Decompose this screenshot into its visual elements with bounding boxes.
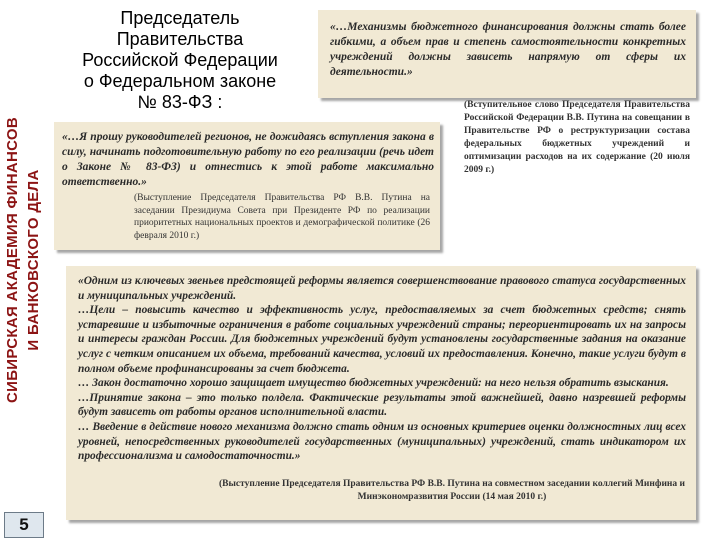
title-line5: № 83-ФЗ : bbox=[137, 92, 223, 112]
title-line4: о Федеральном законе bbox=[83, 71, 277, 91]
quote-panel-bottom bbox=[66, 266, 696, 520]
quote-bottom-paragraph-4: …Принятие закона – это только полдела. Фактические результаты этой важнейшей, давно назревшей реформы будут зависеть от работы органов исполнительной власти. bbox=[78, 391, 686, 419]
quote-bottom-source: (Выступление Председателя Правительства РФ В.В. Путина на совместном заседании коллегий Минфина и Минэкономразвития России (14 мая 2010 г.) bbox=[218, 479, 685, 502]
quote-bottom-paragraph-3: … Закон достаточно хорошо защищает имущество бюджетных учреждений: на него нельзя обратить взыскания. bbox=[78, 377, 669, 390]
quote-middle-left-text: «…Я прошу руководителей регионов, не дожидаясь вступления закона в силу, начинать подготовительную работу по его реализации (речь идет о Законе № 83-ФЗ) и отнестись к этой работе максимально ответственно.» bbox=[62, 131, 434, 188]
academy-name-line2: И БАНКОВСКОГО ДЕЛА bbox=[25, 169, 42, 351]
academy-name-line1: СИБИРСКАЯ АКАДЕМИЯ ФИНАНСОВ bbox=[4, 117, 21, 404]
quote-bottom-paragraph-1: «Одним из ключевых звеньев предстоящей реформы является совершенствование правового статуса государственных и муниципальных учреждений. bbox=[78, 275, 686, 302]
quote-top-right-text: «…Механизмы бюджетного финансирования должны стать более гибкими, а объем прав и степень самостоятельности конкретных учреждений должны зависеть напрямую от сферы их деятельности.» bbox=[330, 21, 686, 78]
sidebar-band bbox=[0, 0, 50, 540]
page-number: 5 bbox=[4, 512, 44, 538]
quote-bottom-paragraph-2: …Цели – повысить качество и эффективность услуг, предоставляемых за счет бюджетных средств; снять устаревшие и избыточные ограничения в работе социальных учреждений страны; переориентировать их на запросы и интересы граждан России. Для бюджетных учреждений будут установлены государственные задания на оказание услуг с четким описанием их объема, требований качества, условий их предоставления. Конечно, такие услуги будут в полном объеме профинансированы за счет бюджета. bbox=[78, 304, 686, 375]
quote-panel-top-right bbox=[318, 10, 696, 98]
slide-title bbox=[60, 8, 300, 112]
title-line2: Правительства bbox=[116, 29, 244, 49]
academy-name-vertical bbox=[2, 50, 48, 470]
quote-top-right-source: (Вступительное слово Председателя Правительства Российской Федерации В.В. Путина на совещании в Правительстве РФ о реструктуризации состава федеральных бюджетных учреждений и оптимизации расходов на их содержание (20 июля 2009 г.) bbox=[464, 100, 690, 175]
quote-panel-middle-left bbox=[54, 122, 440, 250]
quote-bottom-paragraph-5: … Введение в действие нового механизма должно стать одним из основных критериев оценки должностных лиц всех уровней, непосредственных руководителей государственных (муниципальных) учреждений, стать индикатором их профессионализма и самодостаточности.» bbox=[78, 420, 686, 463]
title-line3: Российской Федерации bbox=[82, 50, 278, 70]
title-line1: Председатель bbox=[120, 8, 240, 28]
quote-middle-left-source: (Выступление Председателя Правительства РФ В.В. Путина на заседании Президиума Совета при Президенте РФ по реализации приоритетных национальных проектов и демографической политике (26 февраля 2010 г.) bbox=[134, 193, 430, 241]
